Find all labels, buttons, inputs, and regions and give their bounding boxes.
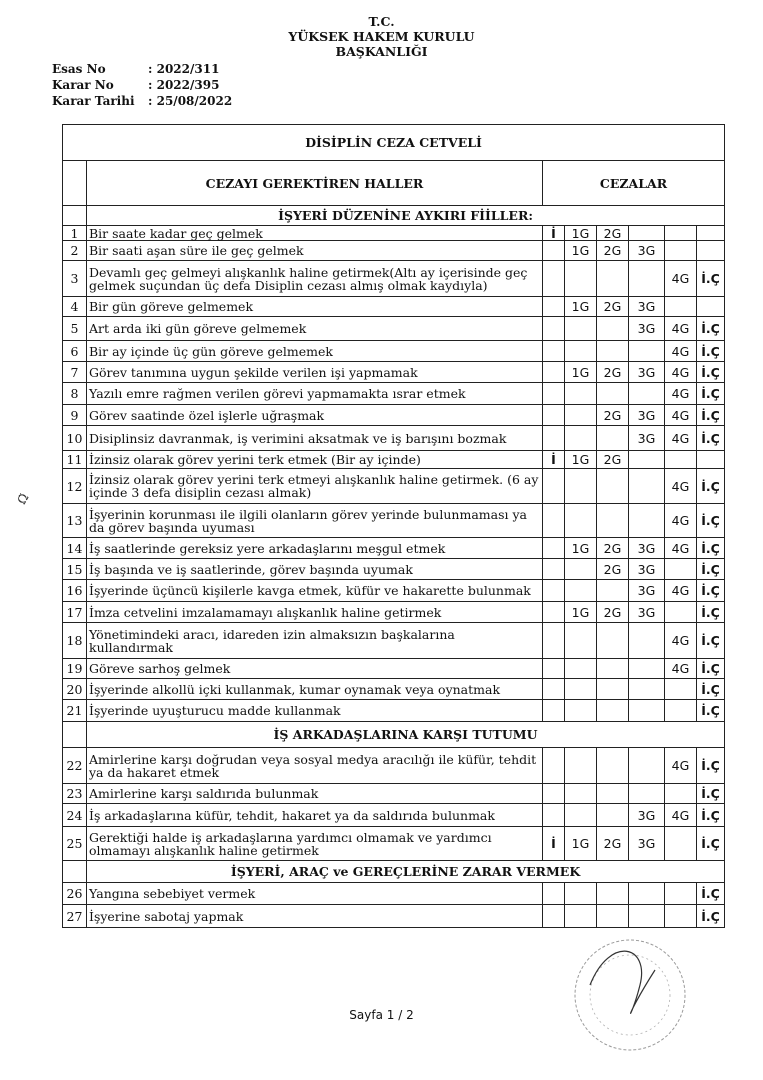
table-row [63, 559, 725, 580]
penalty-cell: 2G [597, 405, 629, 426]
penalty-cell [543, 241, 565, 261]
penalty-cell: İ.Ç [697, 784, 725, 804]
penalty-cell [597, 341, 629, 362]
table-row [63, 451, 725, 469]
penalty-cell [665, 679, 697, 700]
penalty-cell: 4G [665, 748, 697, 784]
penalty-cell: İ [543, 451, 565, 469]
penalty-cell [565, 317, 597, 341]
penalty-cell: 3G [629, 426, 665, 451]
offence-text: İş saatlerinde gereksiz yere arkadaşlarını meşgul etmek [87, 538, 543, 559]
penalty-cell: İ.Ç [697, 405, 725, 426]
penalty-cell: İ.Ç [697, 804, 725, 827]
penalty-cell: İ.Ç [697, 559, 725, 580]
offence-text: İşyerinde üçüncü kişilerle kavga etmek, küfür ve hakarette bulunmak [87, 580, 543, 602]
penalty-cell [543, 504, 565, 538]
offence-text: Bir ay içinde üç gün göreve gelmemek [87, 341, 543, 362]
offence-text: Art arda iki gün göreve gelmemek [87, 317, 543, 341]
penalty-cell [597, 679, 629, 700]
table-row [63, 623, 725, 659]
offence-text: Bir saate kadar geç gelmek [87, 226, 543, 241]
penalty-cell: 4G [665, 317, 697, 341]
penalty-cell [543, 700, 565, 722]
penalty-cell: 2G [597, 602, 629, 623]
row-number: 15 [63, 559, 87, 580]
penalty-cell [629, 700, 665, 722]
penalty-cell [629, 341, 665, 362]
table-row [63, 580, 725, 602]
penalty-cell [543, 261, 565, 297]
offence-text: Yönetimindeki aracı, idareden izin almaksızın başkalarına kullandırmak [87, 623, 543, 659]
penalty-cell: İ.Ç [697, 827, 725, 861]
penalty-cell [565, 405, 597, 426]
penalty-cell [665, 602, 697, 623]
penalty-cell: 1G [565, 297, 597, 317]
penalty-cell: İ.Ç [697, 383, 725, 405]
penalty-cell: 4G [665, 383, 697, 405]
penalty-cell [597, 623, 629, 659]
row-number: 13 [63, 504, 87, 538]
offence-text: Gerektiği halde iş arkadaşlarına yardımcı olmamak ve yardımcı olmamayı alışkanlık haline getirmek [87, 827, 543, 861]
penalty-cell [565, 748, 597, 784]
offence-text: Disiplinsiz davranmak, iş verimini aksatmak ve iş barışını bozmak [87, 426, 543, 451]
meta-label: Esas No [52, 62, 106, 76]
header-line-2: YÜKSEK HAKEM KURULU [288, 29, 475, 44]
table-row [63, 383, 725, 405]
penalty-cell [543, 317, 565, 341]
table-row [63, 504, 725, 538]
penalty-cell [543, 602, 565, 623]
penalty-cell [543, 883, 565, 905]
row-number: 1 [63, 226, 87, 241]
table-row [63, 297, 725, 317]
penalty-cell [565, 426, 597, 451]
offence-text: Amirlerine karşı doğrudan veya sosyal medya aracılığı ile küfür, tehdit ya da hakaret etmek [87, 748, 543, 784]
penalty-cell: İ.Ç [697, 700, 725, 722]
penalty-cell: 4G [665, 538, 697, 559]
penalty-cell: İ.Ç [697, 679, 725, 700]
penalty-cell [665, 784, 697, 804]
row-number: 14 [63, 538, 87, 559]
row-number: 4 [63, 297, 87, 317]
penalty-cell: 4G [665, 659, 697, 679]
penalty-cell [543, 679, 565, 700]
header-line-3: BAŞKANLIĞI [335, 44, 428, 59]
penalty-cell: 4G [665, 341, 697, 362]
penalty-cell: İ.Ç [697, 261, 725, 297]
penalty-cell: 2G [597, 297, 629, 317]
penalty-cell [629, 226, 665, 241]
penalty-cell [629, 883, 665, 905]
penalty-cell [565, 261, 597, 297]
penalty-cell [629, 748, 665, 784]
offence-text: İzinsiz olarak görev yerini terk etmeyi alışkanlık haline getirmek. (6 ay içinde 3 defa disiplin cezası almak) [87, 469, 543, 504]
table-row [63, 426, 725, 451]
section-title: İŞYERİ DÜZENİNE AYKIRI FİİLLER: [87, 206, 725, 226]
penalty-cell: 3G [629, 602, 665, 623]
penalty-cell [543, 426, 565, 451]
penalty-cell: İ.Ç [697, 538, 725, 559]
penalty-cell [597, 317, 629, 341]
penalty-cell [597, 784, 629, 804]
offence-text: Görev tanımına uygun şekilde verilen işi yapmamak [87, 362, 543, 383]
penalty-cell: 3G [629, 405, 665, 426]
table-row [63, 261, 725, 297]
penalty-cell [565, 883, 597, 905]
row-number: 27 [63, 905, 87, 928]
table-row [63, 226, 725, 241]
table-header-row [63, 161, 725, 206]
penalty-cell: İ.Ç [697, 504, 725, 538]
meta-label: Karar Tarihi [52, 94, 135, 108]
penalty-cell [543, 580, 565, 602]
penalty-cell: 1G [565, 241, 597, 261]
penalty-cell [565, 469, 597, 504]
penalty-cell [597, 383, 629, 405]
penalty-cell: 2G [597, 451, 629, 469]
penalty-cell: 1G [565, 602, 597, 623]
penalty-cell: İ.Ç [697, 426, 725, 451]
penalty-cell: 1G [565, 226, 597, 241]
penalty-cell: İ.Ç [697, 623, 725, 659]
penalty-cell [565, 504, 597, 538]
penalty-cell [565, 559, 597, 580]
penalty-cell: 4G [665, 469, 697, 504]
penalty-cell [665, 241, 697, 261]
penalty-cell: 3G [629, 362, 665, 383]
row-number: 7 [63, 362, 87, 383]
penalty-cell: İ [543, 827, 565, 861]
meta-row [52, 93, 232, 109]
penalty-cell [565, 804, 597, 827]
penalty-cell [597, 883, 629, 905]
row-number: 17 [63, 602, 87, 623]
penalty-cell: İ.Ç [697, 341, 725, 362]
section-title: İŞYERİ, ARAÇ ve GEREÇLERİNE ZARAR VERMEK [87, 861, 725, 883]
offence-text: Görev saatinde özel işlerle uğraşmak [87, 405, 543, 426]
meta-value: : 25/08/2022 [148, 94, 233, 108]
penalty-cell: 3G [629, 804, 665, 827]
row-number: 24 [63, 804, 87, 827]
row-number: 10 [63, 426, 87, 451]
table-row [63, 241, 725, 261]
penalty-cell [543, 341, 565, 362]
penalty-cell [543, 748, 565, 784]
penalty-cell: 3G [629, 827, 665, 861]
page-footer: Sayfa 1 / 2 [349, 1008, 414, 1022]
meta-value: : 2022/311 [148, 62, 220, 76]
section-header-row [63, 722, 725, 748]
penalty-cell [697, 451, 725, 469]
table-row [63, 602, 725, 623]
row-number: 8 [63, 383, 87, 405]
penalty-cell: 1G [565, 538, 597, 559]
section-title: İŞ ARKADAŞLARINA KARŞI TUTUMU [87, 722, 725, 748]
penalty-cell [697, 297, 725, 317]
penalty-cell [597, 469, 629, 504]
header-offences: CEZAYI GEREKTİREN HALLER [87, 161, 543, 206]
penalty-cell: 2G [597, 226, 629, 241]
penalty-cell: İ.Ç [697, 905, 725, 928]
table-row [63, 538, 725, 559]
row-number: 23 [63, 784, 87, 804]
penalty-cell [543, 405, 565, 426]
row-number: 20 [63, 679, 87, 700]
penalty-cell: 3G [629, 559, 665, 580]
row-number: 9 [63, 405, 87, 426]
penalty-cell [665, 883, 697, 905]
penalty-cell [597, 700, 629, 722]
penalty-cell: 4G [665, 804, 697, 827]
row-number: 18 [63, 623, 87, 659]
row-number: 25 [63, 827, 87, 861]
penalty-cell [697, 241, 725, 261]
section-blank-cell [63, 861, 87, 883]
penalty-cell [543, 297, 565, 317]
penalty-cell: 3G [629, 580, 665, 602]
penalty-cell [543, 469, 565, 504]
table-row [63, 405, 725, 426]
penalty-cell: 4G [665, 362, 697, 383]
penalty-cell [629, 659, 665, 679]
offence-text: İşyerinde uyuşturucu madde kullanmak [87, 700, 543, 722]
penalty-cell [597, 580, 629, 602]
meta-row [52, 61, 232, 77]
offence-text: İşyerinde alkollü içki kullanmak, kumar oynamak veya oynatmak [87, 679, 543, 700]
penalty-cell [629, 504, 665, 538]
penalty-cell [597, 426, 629, 451]
table-row [63, 827, 725, 861]
offence-text: İmza cetvelini imzalamamayı alışkanlık haline getirmek [87, 602, 543, 623]
penalty-cell: 2G [597, 362, 629, 383]
penalty-cell [565, 383, 597, 405]
penalty-cell [629, 469, 665, 504]
penalty-cell: 1G [565, 451, 597, 469]
penalty-cell [629, 784, 665, 804]
official-stamp-signature [560, 925, 690, 1055]
offence-text: İşyerinin korunması ile ilgili olanların görev yerinde bulunmaması ya da görev başında uyuması [87, 504, 543, 538]
penalty-cell: 2G [597, 827, 629, 861]
meta-row [52, 77, 232, 93]
penalty-cell: 2G [597, 559, 629, 580]
table-row [63, 700, 725, 722]
header-penalties: CEZALAR [543, 161, 725, 206]
penalty-cell [665, 700, 697, 722]
penalty-cell [565, 679, 597, 700]
penalty-cell: 3G [629, 297, 665, 317]
penalty-cell [597, 804, 629, 827]
table-row [63, 784, 725, 804]
penalty-cell: İ.Ç [697, 602, 725, 623]
penalty-cell [629, 451, 665, 469]
offence-text: İzinsiz olarak görev yerini terk etmek (Bir ay içinde) [87, 451, 543, 469]
penalty-cell [543, 559, 565, 580]
offence-text: Bir gün göreve gelmemek [87, 297, 543, 317]
penalty-cell [543, 784, 565, 804]
penalty-cell [665, 297, 697, 317]
case-meta [52, 61, 232, 109]
penalty-cell: İ.Ç [697, 883, 725, 905]
penalty-cell: 4G [665, 623, 697, 659]
row-number: 19 [63, 659, 87, 679]
header-blank-cell [63, 161, 87, 206]
table-row [63, 748, 725, 784]
offence-text: Bir saati aşan süre ile geç gelmek [87, 241, 543, 261]
penalty-cell [665, 827, 697, 861]
penalty-cell [665, 559, 697, 580]
row-number: 3 [63, 261, 87, 297]
row-number: 16 [63, 580, 87, 602]
penalty-cell: 1G [565, 362, 597, 383]
penalty-cell [597, 504, 629, 538]
section-blank-cell [63, 206, 87, 226]
penalty-cell [543, 623, 565, 659]
row-number: 26 [63, 883, 87, 905]
table-row [63, 317, 725, 341]
table-title-row [63, 125, 725, 161]
penalty-cell [565, 341, 597, 362]
offence-text: Yazılı emre rağmen verilen görevi yapmamakta ısrar etmek [87, 383, 543, 405]
penalty-cell: İ [543, 226, 565, 241]
discipline-penalty-table [62, 124, 725, 928]
offence-text: İş başında ve iş saatlerinde, görev başında uyumak [87, 559, 543, 580]
row-number: 12 [63, 469, 87, 504]
penalty-cell [629, 623, 665, 659]
penalty-cell: 3G [629, 538, 665, 559]
penalty-cell: 3G [629, 317, 665, 341]
penalty-cell [597, 659, 629, 679]
offence-text: İşyerine sabotaj yapmak [87, 905, 543, 928]
meta-value: : 2022/395 [148, 78, 220, 92]
penalty-cell: 1G [565, 827, 597, 861]
penalty-cell: 4G [665, 580, 697, 602]
row-number: 22 [63, 748, 87, 784]
penalty-cell [543, 659, 565, 679]
header-line-1: T.C. [368, 14, 395, 29]
offence-text: Yangına sebebiyet vermek [87, 883, 543, 905]
table-row [63, 341, 725, 362]
table-title: DİSİPLİN CEZA CETVELİ [63, 125, 725, 161]
penalty-cell: İ.Ç [697, 317, 725, 341]
penalty-cell [543, 804, 565, 827]
penalty-cell [565, 700, 597, 722]
offence-text: İş arkadaşlarına küfür, tehdit, hakaret ya da saldırıda bulunmak [87, 804, 543, 827]
penalty-cell: 4G [665, 405, 697, 426]
row-number: 5 [63, 317, 87, 341]
penalty-cell [629, 679, 665, 700]
row-number: 11 [63, 451, 87, 469]
margin-handwritten-mark: Ω̃ [14, 491, 32, 507]
penalty-cell [697, 226, 725, 241]
meta-label: Karar No [52, 78, 114, 92]
penalty-cell: 4G [665, 261, 697, 297]
penalty-cell [543, 538, 565, 559]
table-row [63, 659, 725, 679]
penalty-cell [629, 261, 665, 297]
penalty-cell: 4G [665, 504, 697, 538]
offence-text: Göreve sarhoş gelmek [87, 659, 543, 679]
penalty-cell: İ.Ç [697, 748, 725, 784]
penalty-cell [597, 261, 629, 297]
penalty-cell: 2G [597, 241, 629, 261]
table-row [63, 469, 725, 504]
section-blank-cell [63, 722, 87, 748]
row-number: 6 [63, 341, 87, 362]
row-number: 21 [63, 700, 87, 722]
penalty-cell [543, 383, 565, 405]
penalty-cell: İ.Ç [697, 659, 725, 679]
section-header-row [63, 861, 725, 883]
section-header-row [63, 206, 725, 226]
penalty-cell [565, 659, 597, 679]
document-header [0, 14, 763, 59]
penalty-cell [565, 623, 597, 659]
penalty-cell [665, 226, 697, 241]
offence-text: Amirlerine karşı saldırıda bulunmak [87, 784, 543, 804]
penalty-cell [597, 748, 629, 784]
penalty-cell: İ.Ç [697, 469, 725, 504]
table-row [63, 883, 725, 905]
offence-text: Devamlı geç gelmeyi alışkanlık haline getirmek(Altı ay içerisinde geç gelmek suçundan üç defa Disiplin cezası almış olmak kaydıyla) [87, 261, 543, 297]
table-row [63, 679, 725, 700]
penalty-cell: İ.Ç [697, 580, 725, 602]
penalty-cell: İ.Ç [697, 362, 725, 383]
penalty-cell: 4G [665, 426, 697, 451]
row-number: 2 [63, 241, 87, 261]
penalty-cell [565, 580, 597, 602]
penalty-cell: 3G [629, 241, 665, 261]
table-row [63, 804, 725, 827]
penalty-cell: 2G [597, 538, 629, 559]
table-row [63, 362, 725, 383]
penalty-cell [543, 362, 565, 383]
penalty-cell [665, 451, 697, 469]
penalty-cell [629, 383, 665, 405]
penalty-cell [565, 784, 597, 804]
